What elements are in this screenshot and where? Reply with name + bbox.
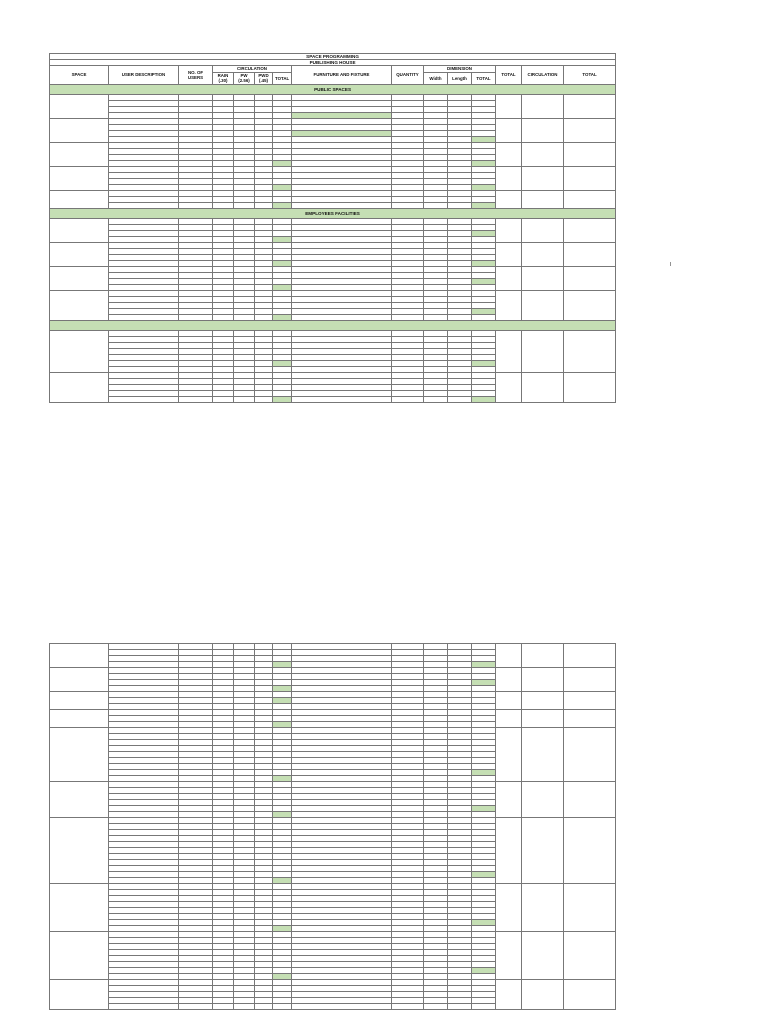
- header-pwd: PWD (.45): [255, 72, 273, 84]
- header-circ-total: TOTAL: [273, 72, 292, 84]
- header-no-users: NO. OF USERS: [179, 66, 213, 84]
- section-blank: [50, 320, 616, 330]
- subtitle: PUBLISHING HOUSE: [50, 60, 616, 66]
- header-row-1: [50, 66, 616, 72]
- header-rain: RAIN (.30): [213, 72, 234, 84]
- header-width: Width: [424, 72, 448, 84]
- space-programming-table-page1: [49, 53, 616, 403]
- header-pw: PW (2.56): [234, 72, 255, 84]
- header-grand-total: TOTAL: [564, 66, 616, 84]
- section-blank-row: [50, 320, 616, 330]
- header-circulation-pct: CIRCULATION: [522, 66, 564, 84]
- section-public: PUBLIC SPACES: [50, 84, 616, 94]
- header-space: SPACE: [50, 66, 109, 84]
- header-dim-total: TOTAL: [472, 72, 496, 84]
- header-dimension: DIMENSION: [424, 66, 496, 72]
- section-employees-row: [50, 208, 616, 218]
- section-public-row: [50, 84, 616, 94]
- header-total: TOTAL: [496, 66, 522, 84]
- header-furniture: FURNITURE AND FIXTURE: [292, 66, 392, 84]
- title: SPACE PROGRAMMING: [50, 54, 616, 60]
- header-quantity: QUANTITY: [392, 66, 424, 84]
- space-programming-table-page2: [49, 643, 616, 1010]
- header-user-description: USER DESCRIPTION: [109, 66, 179, 84]
- header-length: Length: [448, 72, 472, 84]
- header-circulation: CIRCULATION: [213, 66, 292, 72]
- section-employees: EMPLOYEES FACILITIES: [50, 208, 616, 218]
- stray-mark: I: [670, 262, 672, 268]
